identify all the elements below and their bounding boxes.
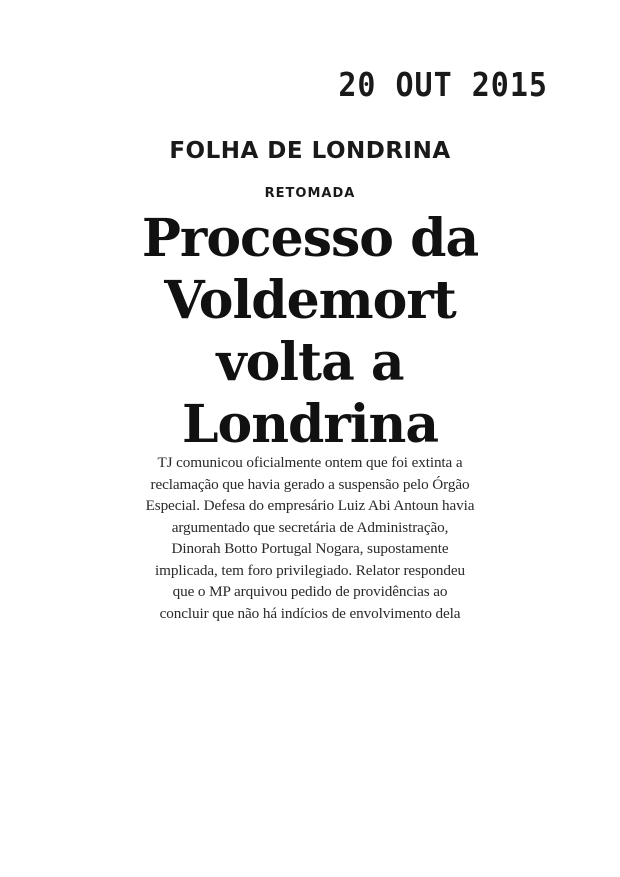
summary-line: Especial. Defesa do empresário Luiz Abi Antoun havia <box>145 497 475 514</box>
headline-line: Londrina <box>181 394 439 455</box>
summary-line: que o MP arquivou pedido de providências ao <box>172 583 448 600</box>
summary-line: Dinorah Botto Portugal Nogara, supostamente <box>171 540 449 557</box>
newspaper-name: FOLHA DE LONDRINA <box>169 138 451 164</box>
article-kicker: RETOMADA <box>264 186 356 201</box>
summary-line: TJ comunicou oficialmente ontem que foi extinta a <box>157 454 463 471</box>
headline-line: Processo da <box>141 208 479 269</box>
article-headline <box>0 208 620 456</box>
summary-line: reclamação que havia gerado a suspensão pelo Órgão <box>150 475 470 493</box>
article-summary <box>100 452 520 624</box>
headline-line: Voldemort <box>164 270 456 331</box>
summary-line: implicada, tem foro privilegiado. Relator respondeu <box>155 561 465 579</box>
summary-line: argumentado que secretária de Administração, <box>171 518 449 536</box>
date-stamp: 20 OUT 2015 <box>338 66 548 105</box>
headline-line: volta a <box>216 332 404 393</box>
summary-line: concluir que não há indícios de envolvimento dela <box>159 604 461 622</box>
